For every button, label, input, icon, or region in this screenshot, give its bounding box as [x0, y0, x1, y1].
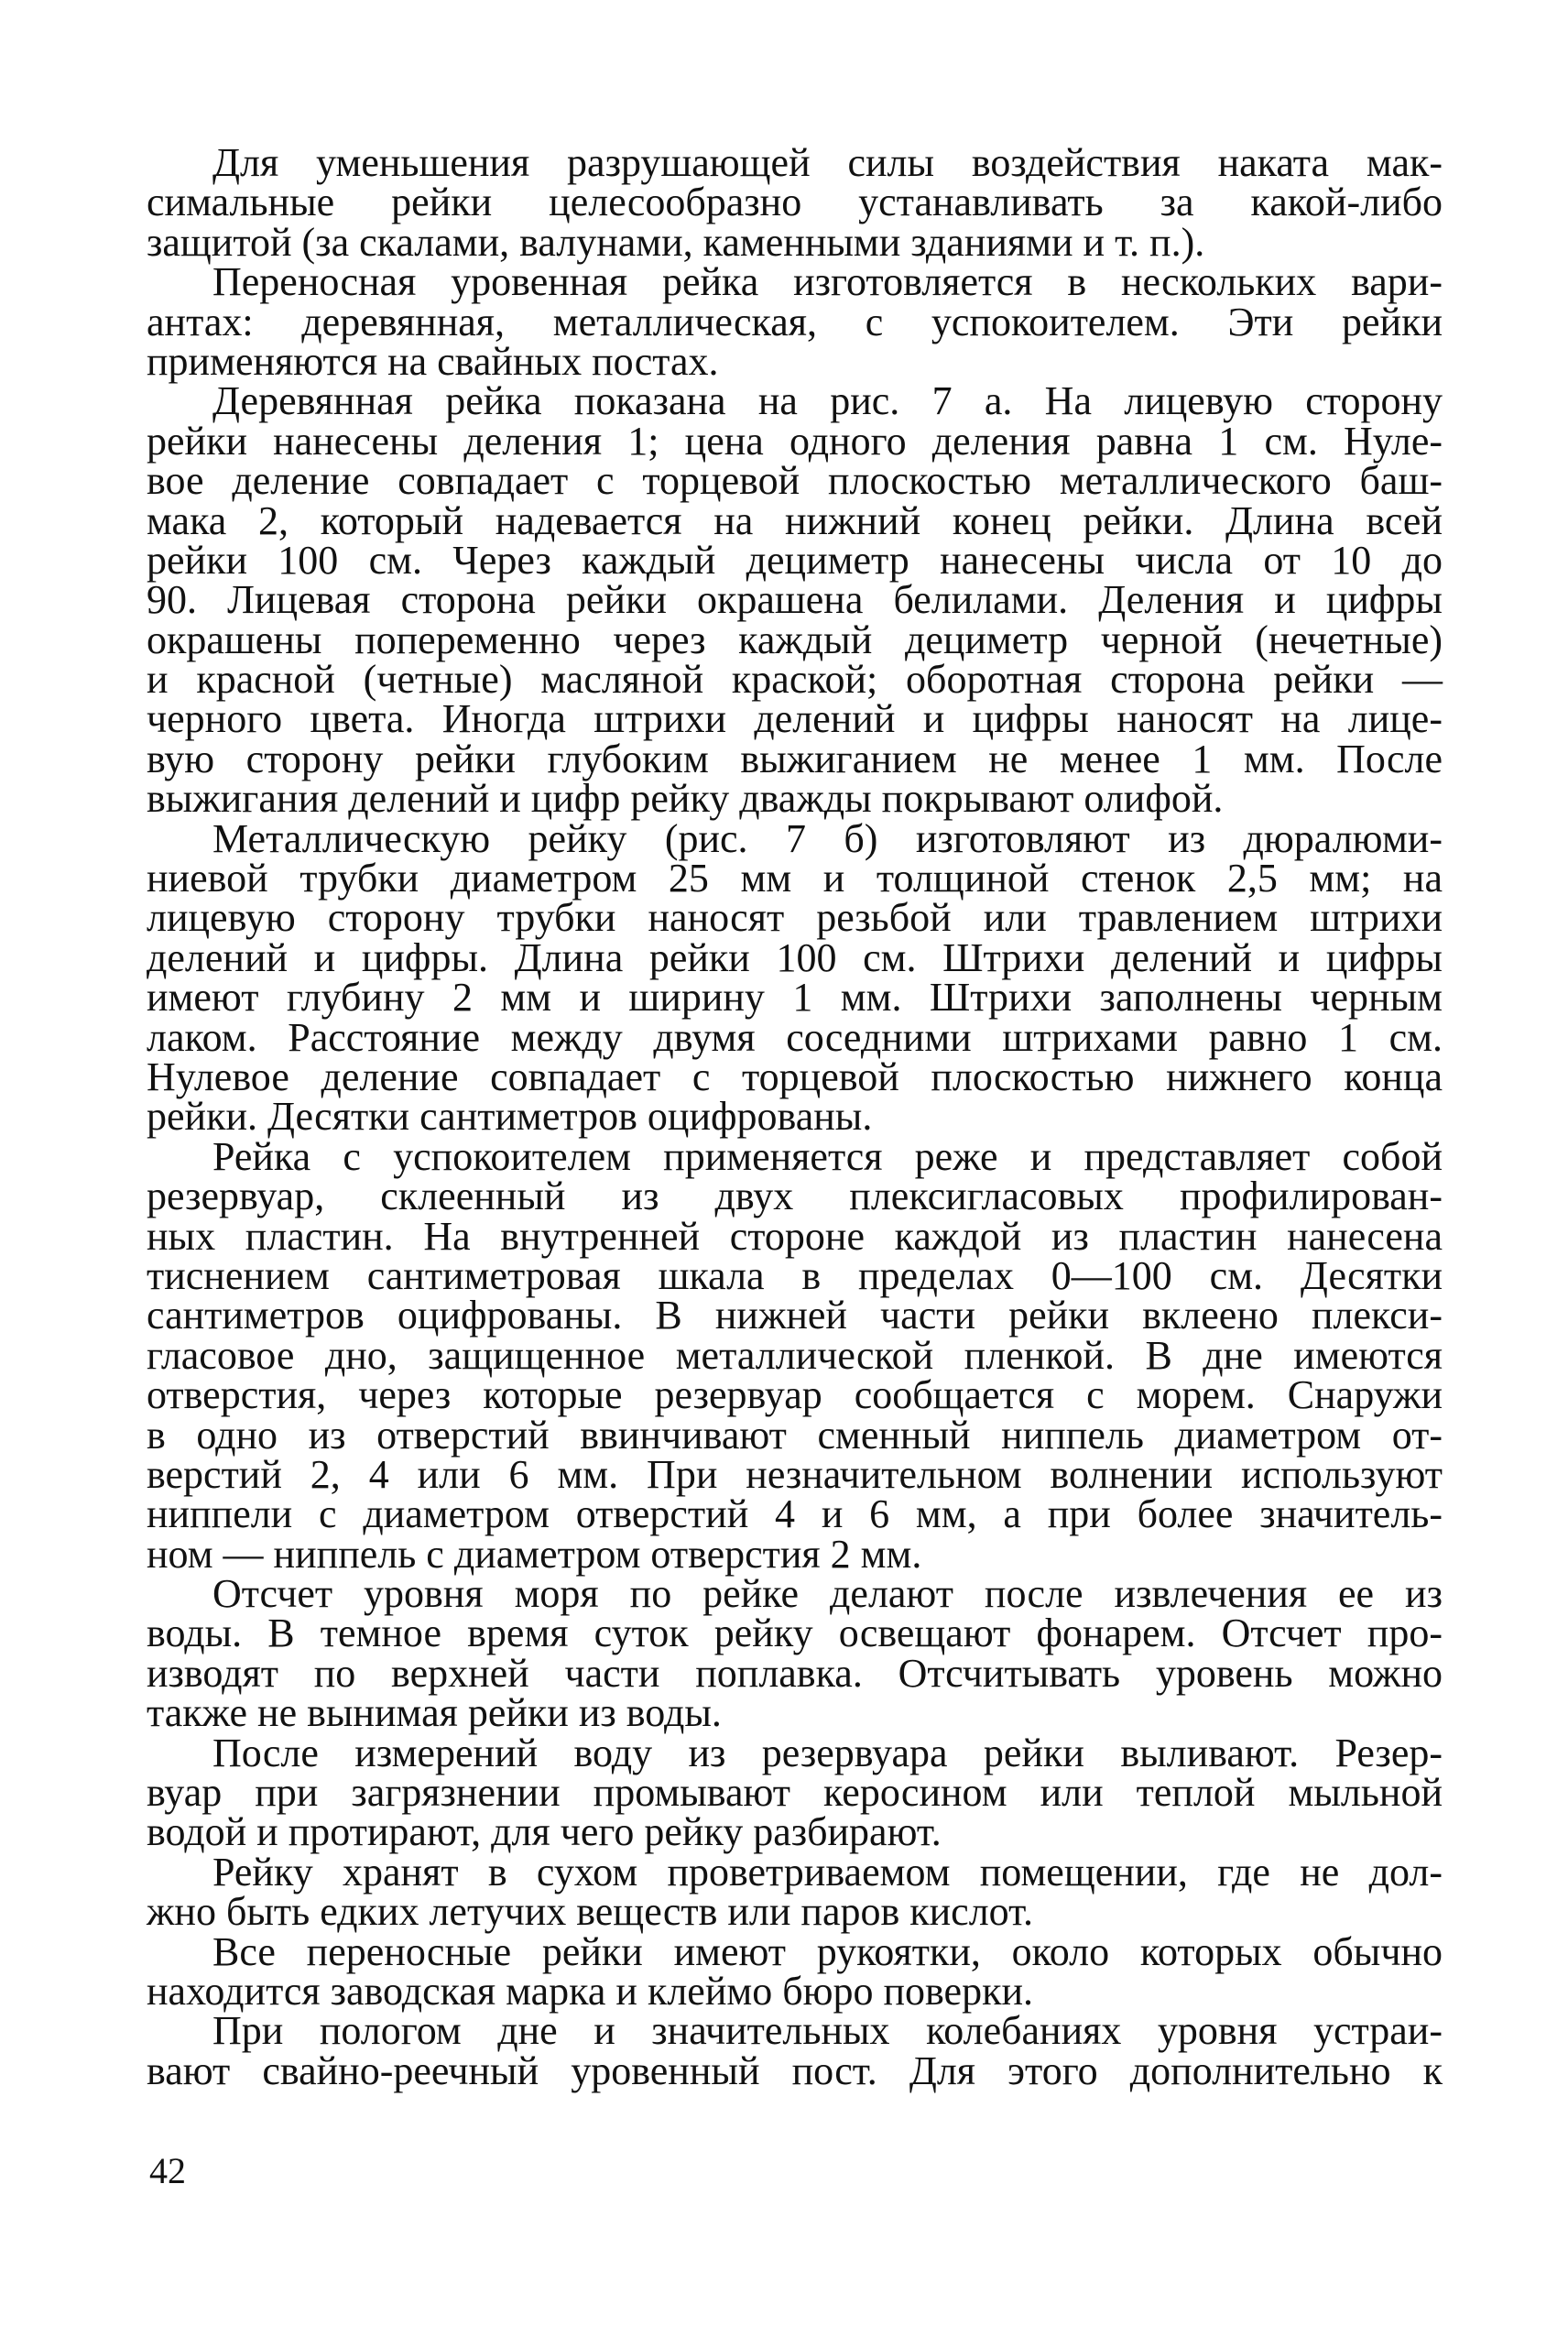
- text-line: ниппели с диаметром отверстий 4 и 6 мм, а при более значитель-: [147, 1491, 1443, 1537]
- text-line: Отсчет уровня моря по рейке делают после извлечения ее из: [212, 1571, 1443, 1617]
- paragraph: [147, 1849, 1443, 1935]
- text-line: сантиметров оцифрованы. В нижней части рейки вклеено плекси-: [147, 1293, 1443, 1338]
- text-line: гласовое дно, защищенное металлической пленкой. В дне имеются: [147, 1332, 1443, 1378]
- text-line: рейки. Десятки сантиметров оцифрованы.: [147, 1094, 873, 1140]
- paragraph: [147, 378, 1443, 822]
- text-line: антах: деревянная, металлическая, с успокоителем. Эти рейки: [147, 299, 1443, 344]
- text-line: изводят по верхней части поплавка. Отсчитывать уровень можно: [147, 1650, 1443, 1696]
- text-line: вают свайно-реечный уровенный пост. Для этого дополнительно к: [147, 2048, 1443, 2093]
- text-line: Рейка с успокоителем применяется реже и представляет собой: [212, 1133, 1443, 1179]
- text-line: рейки 100 см. Через каждый дециметр нанесены числа от 10 до: [147, 537, 1443, 583]
- paragraph: [147, 259, 1443, 384]
- text-line: ниевой трубки диаметром 25 мм и толщиной стенок 2,5 мм; на: [147, 856, 1443, 901]
- text-line: лаком. Расстояние между двумя соседними штрихами равно 1 см.: [147, 1014, 1443, 1060]
- text-line: ном — ниппель с диаметром отверстия 2 мм.: [147, 1531, 922, 1577]
- text-line: Все переносные рейки имеют рукоятки, около которых обычно: [212, 1928, 1443, 1974]
- text-line: мака 2, который надевается на нижний конец рейки. Длина всей: [147, 497, 1443, 543]
- paragraph: [147, 1571, 1443, 1736]
- text-line: резервуар, склеенный из двух плексигласовых профилирован-: [147, 1174, 1443, 1219]
- paragraph: [147, 2008, 1443, 2093]
- text-line: вую сторону рейки глубоким выжиганием не менее 1 мм. После: [147, 736, 1443, 781]
- text-line: имеют глубину 2 мм и ширину 1 мм. Штрихи заполнены черным: [147, 975, 1443, 1021]
- text-line: выжигания делений и цифр рейку дважды покрывают олифой.: [147, 776, 1224, 822]
- text-line: вое деление совпадает с торцевой плоскостью металлического баш-: [147, 458, 1443, 504]
- text-line: ных пластин. На внутренней стороне каждой из пластин нанесена: [147, 1213, 1443, 1259]
- text-line: защитой (за скалами, валунами, каменными зданиями и т. п.).: [147, 219, 1205, 265]
- paragraph: [147, 140, 1443, 265]
- text-line: окрашены попеременно через каждый дециметр черной (нечетные): [147, 617, 1443, 662]
- text-line: и красной (четные) масляной краской; оборотная сторона рейки —: [147, 657, 1443, 703]
- body-text: [147, 140, 1443, 2093]
- text-line: При пологом дне и значительных колебаниях уровня устраи-: [212, 2008, 1443, 2054]
- text-line: После измерений воду из резервуара рейки выливают. Резер-: [212, 1730, 1443, 1775]
- text-line: Для уменьшения разрушающей силы воздействия наката мак-: [212, 140, 1443, 185]
- paragraph: [147, 815, 1443, 1140]
- text-line: воды. В темное время суток рейку освещают фонарем. Отсчет про-: [147, 1611, 1443, 1656]
- text-line: Металлическую рейку (рис. 7 б) изготовляют из дюралюми-: [212, 815, 1443, 861]
- text-line: также не вынимая рейки из воды.: [147, 1690, 722, 1736]
- text-line: черного цвета. Иногда штрихи делений и цифры наносят на лице-: [147, 696, 1443, 742]
- text-line: в одно из отверстий ввинчивают сменный ниппель диаметром от-: [147, 1412, 1443, 1458]
- text-line: делений и цифры. Длина рейки 100 см. Штрихи делений и цифры: [147, 934, 1443, 980]
- text-line: Деревянная рейка показана на рис. 7 а. На лицевую сторону: [212, 378, 1443, 424]
- paragraph: [147, 1928, 1443, 2014]
- text-line: Рейку хранят в сухом проветриваемом помещении, где не дол-: [212, 1849, 1443, 1895]
- text-line: применяются на свайных постах.: [147, 338, 719, 384]
- text-line: отверстия, через которые резервуар сообщается с морем. Снаружи: [147, 1372, 1443, 1418]
- text-line: симальные рейки целесообразно устанавливать за какой-либо: [147, 180, 1443, 225]
- page-number: 42: [149, 2150, 186, 2191]
- text-line: жно быть едких летучих веществ или паров кислот.: [147, 1889, 1033, 1935]
- text-line: Нулевое деление совпадает с торцевой плоскостью нижнего конца: [147, 1054, 1443, 1099]
- text-line: верстий 2, 4 или 6 мм. При незначительном волнении используют: [147, 1451, 1443, 1497]
- text-line: водой и протирают, для чего рейку разбирают.: [147, 1809, 942, 1855]
- paragraph: [147, 1730, 1443, 1855]
- text-line: 90. Лицевая сторона рейки окрашена белилами. Деления и цифры: [147, 577, 1443, 623]
- text-line: вуар при загрязнении промывают керосином или теплой мыльной: [147, 1770, 1443, 1816]
- text-line: Переносная уровенная рейка изготовляется в нескольких вари-: [212, 259, 1443, 305]
- text-line: тиснением сантиметровая шкала в пределах 0—100 см. Десятки: [147, 1252, 1443, 1298]
- text-line: рейки нанесены деления 1; цена одного деления равна 1 см. Нуле-: [147, 418, 1443, 464]
- paragraph: [147, 1133, 1443, 1577]
- text-line: лицевую сторону трубки наносят резьбой или травлением штрихи: [147, 895, 1443, 941]
- text-line: находится заводская марка и клеймо бюро поверки.: [147, 1968, 1033, 2014]
